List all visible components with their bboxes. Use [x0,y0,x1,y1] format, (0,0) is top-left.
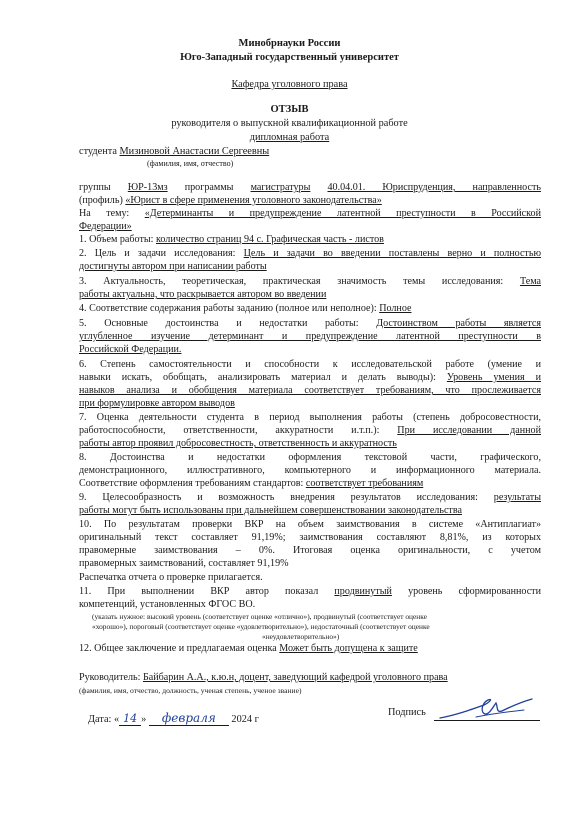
student-line [79,146,269,157]
body-line-19: работоспособности, ответственности, аккуратности и.т.п.): При исследовании данной [79,425,541,436]
body-line-28: правомерные заимствования – 0%. Итоговая оценка оригинальности, с учетом [79,545,541,556]
body-line-23: Соответствие оформления требованиям стандартов: соответствует требованиям [79,478,424,489]
handwritten-signature [436,693,536,723]
body-line-16: навыков анализа и обобщения материала соответствует требованиям, что прослеживается [79,385,541,396]
student-name: Мизиновой Анастасии Сергеевны [119,146,270,157]
note-line-1: (указать нужное: высокий уровень (соответствует оценке «отлично»), продвинутый (соответствует оценке [92,612,427,621]
body-line-31: 11. При выполнении ВКР автор показал продвинутый уровень сформированности [79,586,541,597]
date-day: 14 [119,712,141,726]
body-line-30: Распечатка отчета о проверке прилагается. [79,572,263,583]
body-line-2: (профиль) «Юрист в сфере применения уголовного законодательства» [79,195,382,206]
body-line-9: работы актуальна, что раскрывается автором во введении [79,289,327,300]
note-line-2: «хорошо»), пороговый (соответствует оценке «удовлетворительно»), недостаточный (соответствует оценке [92,622,430,631]
student-prefix: студента [79,146,117,157]
body-line-14: 6. Степень самостоятельности и способности к исследовательской работе (умение и [79,359,541,370]
body-line-10: 4. Соответствие содержания работы заданию (полное или неполное): Полное [79,303,412,314]
university: Юго-Западный государственный университет [180,52,399,63]
body-line-15: навыки искать, обобщать, анализировать материал и делать выводы): Уровень умения и [79,372,541,383]
body-line-6: 2. Цель и задачи исследования: Цель и задачи во введении поставлены верно и полностью [79,248,541,259]
date-line: Дата: « 14 » февраля 2024 г [88,711,259,725]
document-subtitle: руководителя о выпускной квалификационной работе [171,118,408,129]
student-hint: (фамилия, имя, отчество) [147,159,234,168]
note-line-3: «неудовлетворительно») [262,632,340,641]
body-line-3: На тему: «Детерминанты и предупреждение латентной преступности в Российской [79,208,541,219]
body-line-32: компетенций, установленных ФГОС ВО. [79,599,256,610]
supervisor-line: Руководитель: Байбарин А.А., к.ю.н, доцент, заведующий кафедрой уголовного права [79,672,448,683]
body-line-17: при формулировке автором выводов [79,398,235,409]
signature-label: Подпись [388,707,426,718]
body-line-7: достигнуты автором при написании работы [79,261,267,272]
body-line-5: 1. Объем работы: количество страниц 94 с. Графическая часть - листов [79,234,384,245]
body-line-25: работы могут быть использованы при дальнейшем совершенствовании законодательства [79,505,462,516]
document-title: ОТЗЫВ [270,104,309,115]
body-line-20: работы автор проявил добросовестность, ответственность и аккуратность [79,438,397,449]
body-line-26: 10. По результатам проверки ВКР на объем заимствования в системе «Антиплагиат» [79,519,541,530]
body-line-27: оригинальный текст составляет 91,19%; заимствования составляют 8,81%, из которых [79,532,541,543]
supervisor-hint: (фамилия, имя, отчество, должность, ученая степень, ученое звание) [79,686,302,695]
body-line-21: 8. Достоинства и недостатки оформления текстовой части, графического, [79,452,541,463]
body-line-11: 5. Основные достоинства и недостатки работы: Достоинством работы является [79,318,541,329]
body-line-4: Федерации» [79,221,132,232]
department: Кафедра уголовного права [231,79,348,90]
body-line-29: правомерных заимствований, составляет 91,19% [79,558,289,569]
work-type: дипломная работа [249,132,330,143]
ministry: Минобрнауки России [238,38,341,49]
body-line-18: 7. Оценка деятельности студента в период выполнения работы (степень добросовестности, [79,412,541,423]
body-line-1: группы ЮР-13мз программы магистратуры 40.04.01. Юриспруденция, направленность [79,182,541,193]
body-line-22: демонстрационного, иллюстративного, компьютерного и информационного материала. [79,465,541,476]
date-month: февраля [149,711,229,726]
body-line-33: 12. Общее заключение и предлагаемая оценка Может быть допущена к защите [79,643,418,654]
body-line-13: Российской Федерации. [79,344,182,355]
body-line-8: 3. Актуальность, теоретическая, практическая значимость темы исследования: Тема [79,276,541,287]
body-line-12: углубленное изучение детерминант и предупреждение латентной преступности в [79,331,541,342]
body-line-24: 9. Целесообразность и возможность внедрения результатов исследования: результаты [79,492,541,503]
